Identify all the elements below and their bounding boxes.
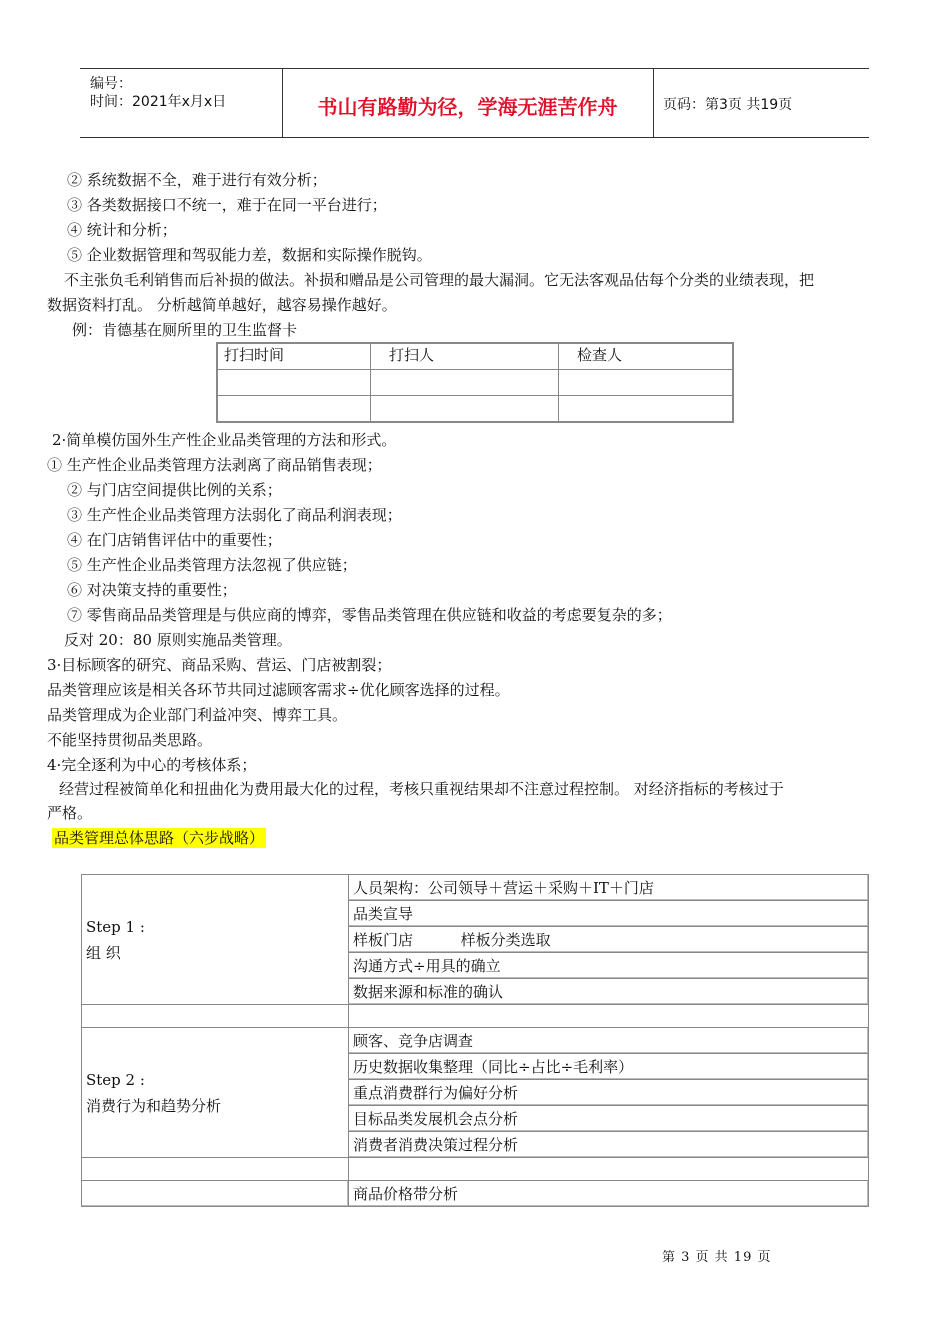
time-label: 时间：2021年x月x日 bbox=[90, 94, 227, 110]
motto: 书山有路勤为径，学海无涯苦作舟 bbox=[317, 95, 618, 119]
text-line: ⑤ 生产性企业品类管理方法忽视了供应链； bbox=[67, 556, 357, 574]
text-line: 3·目标顾客的研究、商品采购、营运、门店被割裂； bbox=[47, 656, 392, 674]
text-line: 例：肯德基在厕所里的卫生监督卡 bbox=[72, 321, 298, 339]
step-item: 品类宣导 bbox=[349, 901, 869, 927]
text-line: ④ 在门店销售评估中的重要性； bbox=[67, 531, 282, 549]
table-row bbox=[82, 1181, 869, 1207]
header-page-cell bbox=[653, 69, 869, 137]
step-item: 沟通方式÷用具的确立 bbox=[349, 953, 869, 979]
step-item: 消费者消费决策过程分析 bbox=[349, 1132, 869, 1158]
step-item: 商品价格带分析 bbox=[349, 1181, 869, 1207]
step-name: 消费行为和趋势分析 bbox=[86, 1096, 222, 1115]
code-label: 编号： bbox=[90, 76, 132, 92]
table-cell bbox=[217, 396, 371, 423]
step-item: 重点消费群行为偏好分析 bbox=[349, 1080, 869, 1106]
text-line: 数据资料打乱。 分析越简单越好，越容易操作越好。 bbox=[47, 296, 397, 314]
text-line: 经营过程被简单化和扭曲化为费用最大化的过程，考核只重视结果却不注意过程控制。 对经济指标的考核过于 bbox=[59, 780, 784, 798]
table-row bbox=[217, 343, 733, 370]
step-cell bbox=[82, 1028, 349, 1158]
text-line: ③ 各类数据接口不统一，难于在同一平台进行； bbox=[67, 196, 387, 214]
text-line: 2·简单模仿国外生产性企业品类管理的方法和形式。 bbox=[52, 431, 397, 449]
step-cell bbox=[82, 875, 349, 1005]
spacer-cell bbox=[82, 1005, 349, 1028]
text-line: ⑦ 零售商品品类管理是与供应商的博弈，零售品类管理在供应链和收益的考虑要复杂的多； bbox=[67, 606, 672, 624]
table-header-cell: 打扫时间 bbox=[217, 343, 371, 370]
table-row bbox=[82, 875, 869, 901]
text-line: 不主张负毛利销售而后补损的做法。补损和赠品是公司管理的最大漏洞。它无法客观品估每个分类的业绩表现，把 bbox=[64, 271, 815, 289]
text-line: 严格。 bbox=[47, 804, 93, 822]
step-label: Step 1 : bbox=[86, 917, 145, 936]
text-line: ⑤ 企业数据管理和驾驭能力差，数据和实际操作脱钩。 bbox=[67, 246, 432, 264]
step-name: 组 织 bbox=[86, 943, 121, 962]
text-line: 品类管理成为企业部门利益冲突、博弈工具。 bbox=[47, 706, 348, 724]
header-motto-cell bbox=[282, 69, 654, 137]
step-item: 历史数据收集整理（同比÷占比÷毛利率） bbox=[349, 1054, 869, 1080]
section-title: 品类管理总体思路（六步战略） bbox=[54, 829, 265, 847]
step-item: 样板门店 样板分类选取 bbox=[349, 927, 869, 953]
text-line: 4·完全逐利为中心的考核体系； bbox=[47, 756, 257, 774]
strategy-table bbox=[81, 874, 869, 1207]
page-label: 页码：第3页 共19页 bbox=[663, 97, 793, 113]
table-header-cell: 打扫人 bbox=[371, 343, 559, 370]
table-cell bbox=[559, 370, 734, 396]
spacer-cell bbox=[82, 1181, 349, 1207]
page-header bbox=[80, 68, 869, 138]
step-label: Step 2 : bbox=[86, 1070, 145, 1089]
table-cell bbox=[371, 396, 559, 423]
table-row bbox=[217, 396, 733, 423]
header-meta-cell bbox=[80, 69, 283, 137]
text-line: ② 与门店空间提供比例的关系； bbox=[67, 481, 282, 499]
step-item: 数据来源和标准的确认 bbox=[349, 979, 869, 1005]
text-line: ③ 生产性企业品类管理方法弱化了商品利润表现； bbox=[67, 506, 402, 524]
text-line: 反对 20：80 原则实施品类管理。 bbox=[64, 631, 292, 649]
table-row bbox=[82, 1158, 869, 1181]
step-item: 顾客、竞争店调查 bbox=[349, 1028, 869, 1054]
spacer-cell bbox=[82, 1158, 349, 1181]
table-row bbox=[82, 1005, 869, 1028]
table-row bbox=[217, 370, 733, 396]
hygiene-card-table bbox=[216, 342, 734, 423]
spacer-cell bbox=[349, 1005, 869, 1028]
table-cell bbox=[371, 370, 559, 396]
text-line: ⑥ 对决策支持的重要性； bbox=[67, 581, 237, 599]
text-line: ④ 统计和分析； bbox=[67, 221, 177, 239]
table-row bbox=[82, 1028, 869, 1054]
text-line: 品类管理应该是相关各环节共同过滤顾客需求÷优化顾客选择的过程。 bbox=[47, 681, 510, 699]
spacer-cell bbox=[349, 1158, 869, 1181]
table-cell bbox=[217, 370, 371, 396]
page-footer: 第 3 页 共 19 页 bbox=[662, 1250, 772, 1265]
step-item: 目标品类发展机会点分析 bbox=[349, 1106, 869, 1132]
text-line: ② 系统数据不全，难于进行有效分析； bbox=[67, 171, 327, 189]
table-header-cell: 检查人 bbox=[559, 343, 734, 370]
text-line: 不能坚持贯彻品类思路。 bbox=[47, 731, 213, 749]
step-item: 人员架构：公司领导＋营运＋采购＋IT＋门店 bbox=[349, 875, 869, 901]
table-cell bbox=[559, 396, 734, 423]
text-line: ① 生产性企业品类管理方法剥离了商品销售表现； bbox=[47, 456, 382, 474]
